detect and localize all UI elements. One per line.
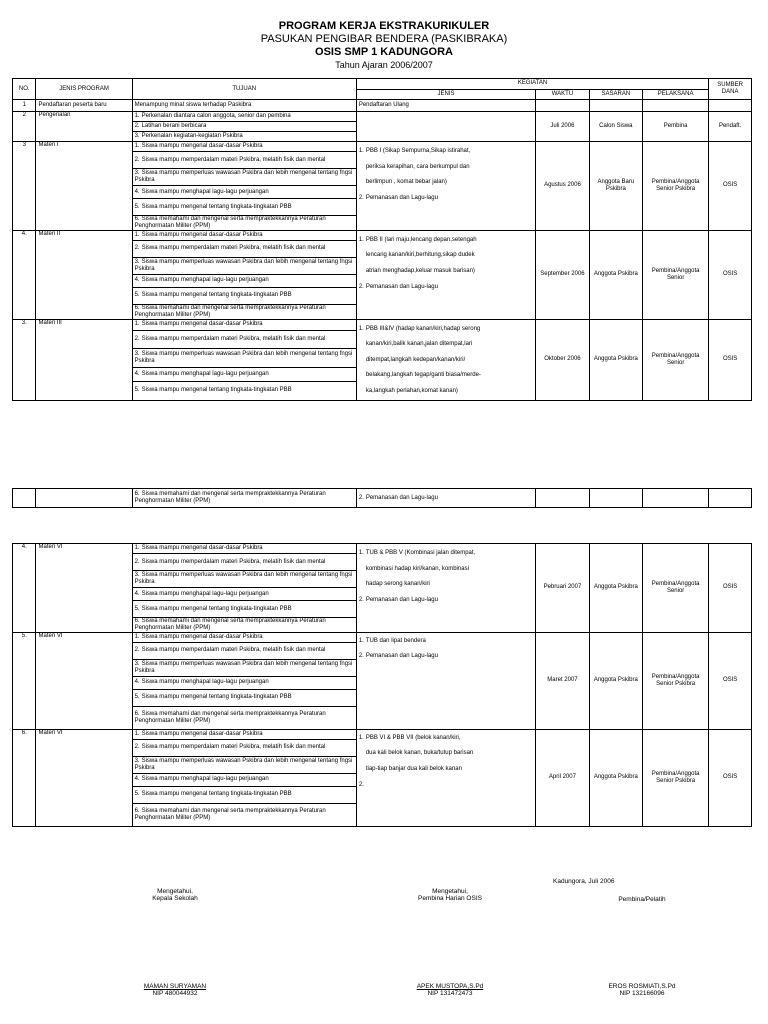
header-tujuan: TUJUAN — [132, 79, 356, 100]
row-waktu: Juli 2006 — [536, 112, 589, 142]
tujuan-item: 1. Siswa mampu mengenal dasar-dasar Pskibra — [132, 632, 356, 642]
tujuan-item: 5. Siswa mampu mengenal tentang tingkata-tingkatan PBB — [132, 199, 356, 216]
program-table — [12, 78, 752, 401]
tujuan-item: 3. Siswa mampu memperluas wawasan Pskibra dan lebih mengenal tentang fngsi Pskibra — [132, 571, 356, 588]
row-jenis: 1. TUB & PBB V (Kombinasi jalan ditempat, kombinasi hadap kiri/kanan, kombinasi hadap serong kanan/kiri 2. Pemanasan dan Lagu-lagu — [356, 544, 535, 633]
tujuan-item: 6. Siswa memahami dan mengenal serta mempraktekkannya Peraturan Penghormatan Militer (PPM) — [132, 216, 356, 231]
sign-right-label: Pembina/Pelatih — [618, 896, 666, 903]
header-kegiatan: KEGIATAN — [356, 79, 708, 90]
row-waktu: April 2007 — [536, 729, 589, 826]
tujuan-item: 6. Siswa memahami dan mengenal serta mempraktekkannya Peraturan Penghormatan Militer (PPM) — [132, 304, 356, 319]
row-program: Materi VI — [36, 544, 132, 633]
tujuan-item: 2. Siswa mampu memperdalam materi Pskibra, melatih fisik dan mental — [132, 152, 356, 169]
row-no: 1 — [13, 100, 36, 112]
tujuan-item: 6. Siswa memahami dan mengenal serta mempraktekkannya Peraturan Penghormatan Militer (PPM) — [132, 706, 356, 729]
row-jenis: 1. TUB dan lipat bendera 2. Pemanasan dan Lagu-lagu — [356, 632, 535, 729]
row-waktu: September 2006 — [536, 230, 589, 319]
tujuan-item: 1. Siswa mampu mengenal dasar-dasar Pskibra — [132, 142, 356, 152]
row-program: Materi I — [36, 142, 132, 231]
table-row — [13, 729, 752, 739]
row-dana: OSIS — [709, 142, 752, 231]
row-pelaksana: Pembina/Anggota Senior — [643, 230, 709, 319]
header-jenis-program: JENIS PROGRAM — [36, 79, 132, 100]
tujuan-item: 5. Siswa mampu mengenal tentang tingkata-tingkatan PBB — [132, 381, 356, 400]
split-row-fragment — [12, 488, 752, 508]
tujuan-item: 3. Perkenalan kegiatan-kegiatan Pskibra — [132, 132, 356, 142]
row-program: Materi II — [36, 230, 132, 319]
tujuan-item: 5. Siswa mampu mengenal tentang tingkata-tingkatan PBB — [132, 689, 356, 706]
row-no: 4. — [13, 544, 36, 633]
row-waktu: Pebruari 2007 — [536, 544, 589, 633]
program-table-continued — [12, 543, 752, 827]
row-jenis: 2. Pemanasan dan Lagu-lagu — [356, 489, 535, 508]
row-no: 4. — [13, 230, 36, 319]
tujuan-item: 3. Siswa mampu memperluas wawasan Pskibra dan lebih mengenal tentang fngsi Pskibra — [132, 257, 356, 274]
tujuan-item: 2. Siswa mampu memperdalam materi Pskibra, melatih fisik dan mental — [132, 240, 356, 257]
header-no: NO. — [13, 79, 36, 100]
sign-left-label: Mengetahui, Kepala Sekolah — [152, 888, 198, 902]
row-pelaksana: Pembina/Anggota Senior — [643, 544, 709, 633]
tujuan-item: 4. Siswa mampu menghapal lagu-lagu perjuangan — [132, 588, 356, 601]
row-jenis: 1. PBB I (Sikap Sempurna,Sikap istirahat, periksa kerapihan, cara berkumpul dan berlimpun , komat bebar jalan) 2. Pemanasan dan Lagu-lagu — [356, 142, 535, 231]
header-sasaran: SASARAN — [589, 89, 642, 100]
row-jenis: 1. PBB II (lari maju,lencang depan,setengah lencang kanan/kiri,berhitung,sikap dudek atrian menghadap,keluar masuk barisan) 2. Pemanasan dan Lagu-lagu — [356, 230, 535, 319]
row-dana: OSIS — [709, 632, 752, 729]
table-row — [13, 100, 752, 112]
table-row — [13, 112, 752, 122]
signer-right: EROS ROSMIATI,S.Pd NIP 132166096 — [608, 983, 676, 997]
row-tujuan: Menampung minat siswa terhadap Paskibra — [132, 100, 356, 112]
header-pelaksana: PELAKSANA — [643, 89, 709, 100]
row-sasaran: Anggota Pskibra — [589, 230, 642, 319]
row-sasaran: Anggota Pskibra — [589, 544, 642, 633]
row-jenis: Pendaftaran Ulang — [356, 100, 535, 112]
row-dana: OSIS — [709, 319, 752, 400]
row-no: 6. — [13, 729, 36, 826]
table-row — [13, 544, 752, 554]
row-dana: Pendaft. — [709, 112, 752, 142]
signer-mid: APEK MUSTOPA,S.Pd NIP 131472473 — [416, 983, 484, 997]
tujuan-item: 1. Siswa mampu mengenal dasar-dasar Pskibra — [132, 319, 356, 330]
row-dana: OSIS — [709, 729, 752, 826]
row-pelaksana: Pembina/Anggota Senior Pskibra — [643, 142, 709, 231]
row-pelaksana: Pembina/Anggota Senior Pskibra — [643, 729, 709, 826]
tujuan-item: 2. Siswa mampu memperdalam materi Pskibra, melatih fisik dan mental — [132, 554, 356, 571]
doc-org: OSIS SMP 1 KADUNGORA — [315, 46, 453, 58]
tujuan-item: 4. Siswa mampu menghapal lagu-lagu perjuangan — [132, 274, 356, 287]
tujuan-item: 2. Siswa mampu memperdalam materi Pskibra, melatih fisik dan mental — [132, 330, 356, 349]
tujuan-item: 1. Siswa mampu mengenal dasar-dasar Pskibra — [132, 544, 356, 554]
tujuan-item: 2. Siswa mampu memperdalam materi Pskibra, melatih fisik dan mental — [132, 642, 356, 659]
row-no: 5. — [13, 632, 36, 729]
row-pelaksana: Pembina/Anggota Senior Pskibra — [643, 632, 709, 729]
row-no: 3 — [13, 142, 36, 231]
row-sasaran: Anggota Baru Pskibra — [589, 142, 642, 231]
sign-mid-label: Mengetahui, Pembina Harian OSIS — [418, 888, 482, 902]
tujuan-item: 1. Siswa mampu mengenal dasar-dasar Pskibra — [132, 230, 356, 240]
row-dana: OSIS — [709, 544, 752, 633]
row-no: 3. — [13, 319, 36, 400]
table-row — [13, 319, 752, 330]
row-dana: OSIS — [709, 230, 752, 319]
row-program: Materi III — [36, 319, 132, 400]
tujuan-item: 6. Siswa memahami dan mengenal serta mempraktekkannya Peraturan Penghormatan Militer (PPM) — [132, 489, 356, 508]
table-row — [13, 142, 752, 152]
tujuan-item: 6. Siswa memahami dan mengenal serta mempraktekkannya Peraturan Penghormatan Militer (PPM) — [132, 803, 356, 826]
tujuan-item: 4. Siswa mampu menghapal lagu-lagu perjuangan — [132, 773, 356, 786]
tujuan-item: 3. Siswa mampu memperluas wawasan Pskibra dan lebih mengenal tentang fngsi Pskibra — [132, 756, 356, 773]
tujuan-item: 2. Latihan berani berbicara — [132, 122, 356, 132]
row-pelaksana: Pembina/Anggota Senior — [643, 319, 709, 400]
row-waktu: Oktober 2006 — [536, 319, 589, 400]
place-date: Kadungora, Juli 2006 — [553, 878, 615, 885]
tujuan-item: 1. Perkenalan diantara calon anggota, senior dan pembina — [132, 112, 356, 122]
row-jenis: 1. PBB III&IV (hadap kanan/kiri,hadap serong kanan/kiri,balik kanan,jalan ditempat,lari ditempat,langkah kedepan/kanan/kiri/ belakang,langkah tegap/ganti biasa/merde- ka,langkah perlahan,komat kanan) — [356, 319, 535, 400]
tujuan-item: 4. Siswa mampu menghapal lagu-lagu perjuangan — [132, 676, 356, 689]
doc-year: Tahun Ajaran 2006/2007 — [335, 60, 433, 70]
tujuan-item: 5. Siswa mampu mengenal tentang tingkata-tingkatan PBB — [132, 287, 356, 304]
header-sumber-dana: SUMBER DANA — [709, 79, 752, 100]
row-sasaran: Calon Siswa — [589, 112, 642, 142]
header-waktu: WAKTU — [536, 89, 589, 100]
row-jenis: 1. PBB VI & PBB VII (belok kanan/kiri, dua kali belok kanan, buka/tutup barisan tiap-tiap banjar dua kali belok kanan 2. — [356, 729, 535, 826]
tujuan-item: 1. Siswa mampu mengenal dasar-dasar Pskibra — [132, 729, 356, 739]
tujuan-item: 5. Siswa mampu mengenal tentang tingkata-tingkatan PBB — [132, 601, 356, 618]
row-program: Pengenalan — [36, 112, 132, 142]
tujuan-item: 4. Siswa mampu menghapal lagu-lagu perjuangan — [132, 367, 356, 381]
row-sasaran: Anggota Pskibra — [589, 729, 642, 826]
row-program: Materi VI — [36, 729, 132, 826]
row-waktu: Agustus 2006 — [536, 142, 589, 231]
row-sasaran: Anggota Pskibra — [589, 632, 642, 729]
table-row — [13, 632, 752, 642]
row-no: 2 — [13, 112, 36, 142]
doc-title: PROGRAM KERJA EKSTRAKURIKULER — [278, 20, 490, 32]
tujuan-item: 4. Siswa mampu menghapal lagu-lagu perjuangan — [132, 186, 356, 199]
header-jenis: JENIS — [356, 89, 535, 100]
tujuan-item: 5. Siswa mampu mengenal tentang tingkata-tingkatan PBB — [132, 786, 356, 803]
tujuan-item: 3. Siswa mampu memperluas wawasan Pskibra dan lebih mengenal tentang fngsi Pskibra — [132, 349, 356, 368]
signer-left: MAMAN SURYAMAN NIP 480044932 — [143, 983, 207, 997]
row-waktu: Maret 2007 — [536, 632, 589, 729]
doc-subtitle: PASUKAN PENGIBAR BENDERA (PASKIBRAKA) — [260, 33, 508, 45]
tujuan-item: 3. Siswa mampu memperluas wawasan Pskibra dan lebih mengenal tentang fngsi Pskibra — [132, 169, 356, 186]
row-pelaksana: Pembina — [643, 112, 709, 142]
row-program: Materi VI — [36, 632, 132, 729]
table-row — [13, 230, 752, 240]
tujuan-item: 2. Siswa mampu memperdalam materi Pskibra, melatih fisik dan mental — [132, 739, 356, 756]
tujuan-item: 3. Siswa mampu memperluas wawasan Pskibra dan lebih mengenal tentang fngsi Pskibra — [132, 659, 356, 676]
row-sasaran: Anggota Pskibra — [589, 319, 642, 400]
row-program: Pendaftaran peserta baru — [36, 100, 132, 112]
tujuan-item: 6. Siswa memahami dan mengenal serta mempraktekkannya Peraturan Penghormatan Militer (PPM) — [132, 618, 356, 633]
